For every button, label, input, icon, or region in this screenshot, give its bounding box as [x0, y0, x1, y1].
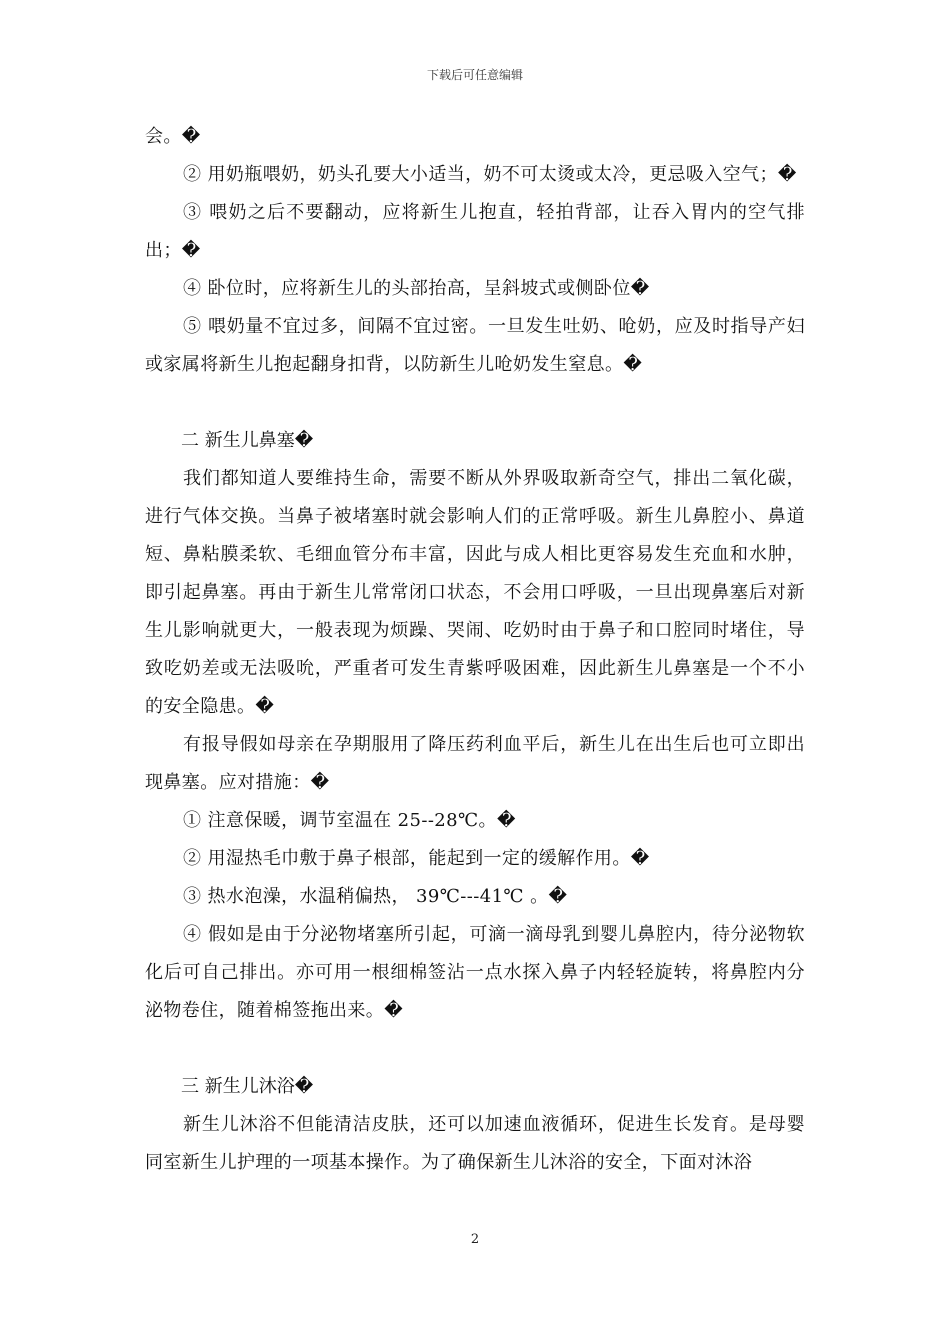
section-gap [145, 384, 805, 422]
paragraph: 我们都知道人要维持生命，需要不断从外界吸取新奇空气，排出二氧化碳，进行气体交换。当鼻子被堵塞时就会影响人们的正常呼吸。新生儿鼻腔小、鼻道短、鼻粘膜柔软、毛细血管分布丰富，因此与成人相比更容易发生充血和水肿，即引起鼻塞。再由于新生儿常常闭口状态，不会用口呼吸，一旦出现鼻塞后对新生儿影响就更大，一般表现为烦躁、哭闹、吃奶时由于鼻子和口腔同时堵住，导致吃奶差或无法吸吮，严重者可发生青紫呼吸困难，因此新生儿鼻塞是一个不小的安全隐患。� [145, 468, 805, 717]
list-item-3: ③ 热水泡澡，水温稍偏热， 39℃---41℃ 。� [183, 886, 568, 907]
page-header: 下载后可任意编辑 [426, 68, 523, 82]
list-item-1: ① 注意保暖，调节室温在 25--28℃。� [183, 810, 516, 831]
section-heading-nasal: 二 新生儿鼻塞� [181, 430, 314, 451]
list-item-4: ④ 卧位时，应将新生儿的头部抬高，呈斜坡式或侧卧位� [183, 278, 650, 299]
list-item-5: ⑤ 喂奶量不宜过多，间隔不宜过密。一旦发生吐奶、呛奶，应及时指导产妇或家属将新生儿抱起翻身扣背，以防新生儿呛奶发生窒息。� [145, 316, 805, 375]
list-item-2: ② 用湿热毛巾敷于鼻子根部，能起到一定的缓解作用。� [183, 848, 650, 869]
paragraph-continuation: 会。� [145, 126, 201, 147]
list-item-3: ③ 喂奶之后不要翻动，应将新生儿抱直，轻拍背部，让吞入胃内的空气排出；� [145, 202, 805, 261]
paragraph: 有报导假如母亲在孕期服用了降压药利血平后，新生儿在出生后也可立即出现鼻塞。应对措施：� [145, 734, 805, 793]
paragraph: 新生儿沐浴不但能清洁皮肤，还可以加速血液循环，促进生长发育。是母婴同室新生儿护理的一项基本操作。为了确保新生儿沐浴的安全，下面对沐浴 [145, 1114, 805, 1173]
page-number: 2 [470, 1232, 480, 1247]
document-body [145, 118, 805, 1182]
list-item-4: ④ 假如是由于分泌物堵塞所引起，可滴一滴母乳到婴儿鼻腔内，待分泌物软化后可自己排出。亦可用一根细棉签沾一点水探入鼻子内轻轻旋转，将鼻腔内分泌物卷住，随着棉签拖出来。� [145, 924, 805, 1021]
section-heading-bathing: 三 新生儿沐浴� [181, 1076, 314, 1097]
list-item-2: ② 用奶瓶喂奶，奶头孔要大小适当，奶不可太烫或太冷，更忌吸入空气；� [183, 164, 797, 185]
section-gap [145, 1030, 805, 1068]
